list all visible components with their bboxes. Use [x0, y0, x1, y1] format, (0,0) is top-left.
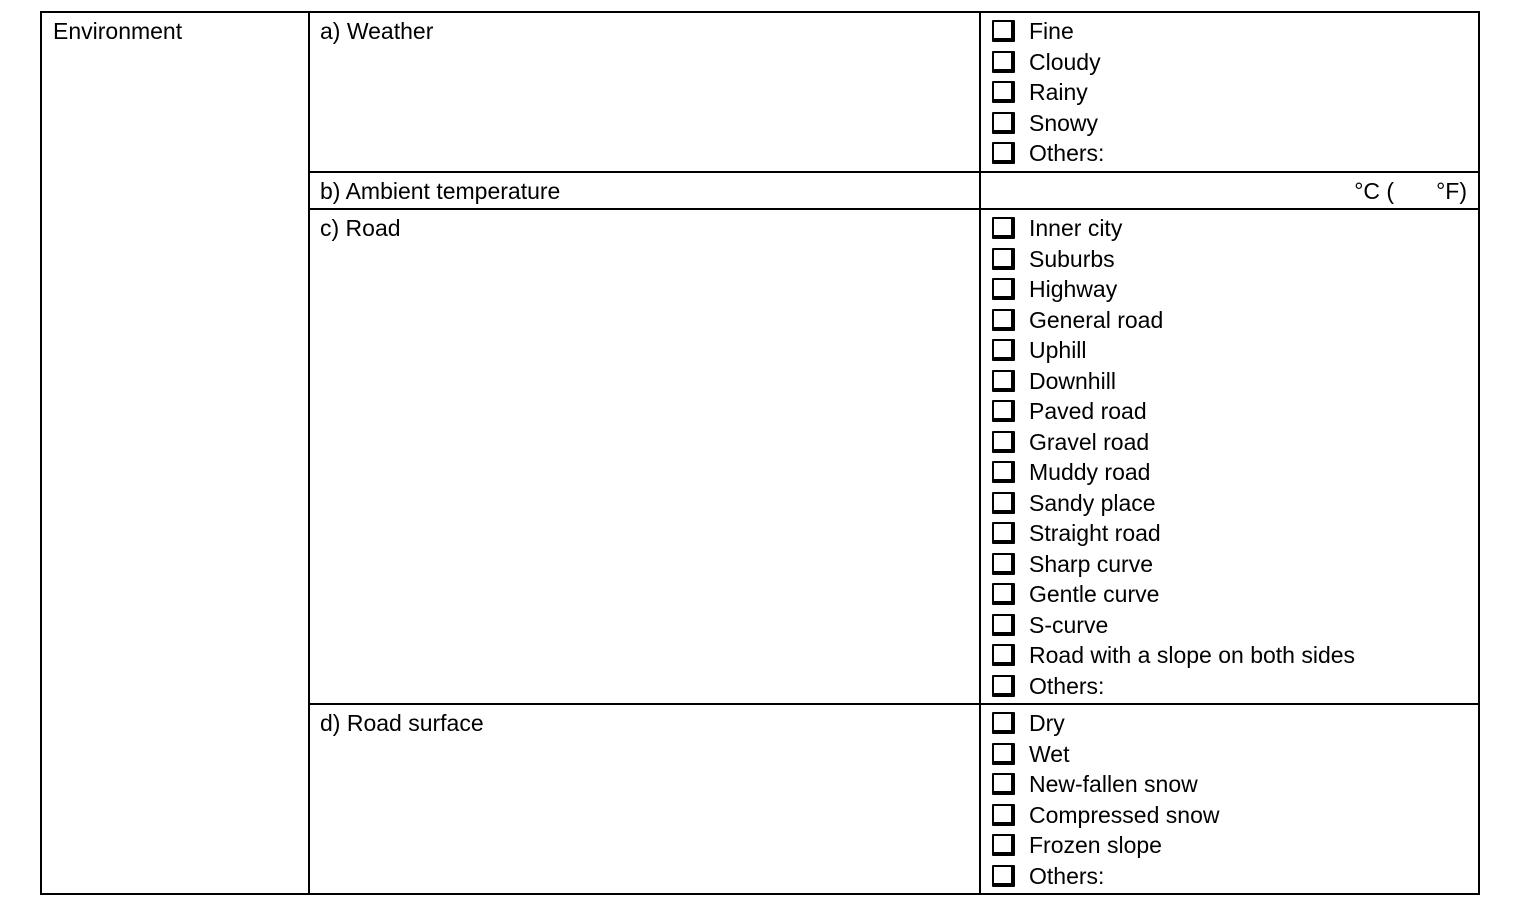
- checkbox-label: Inner city: [1029, 215, 1123, 241]
- checkbox-icon[interactable]: [992, 675, 1015, 697]
- checkbox-label: Others:: [1029, 672, 1105, 699]
- checkbox-label: Uphill: [1029, 337, 1087, 363]
- checkbox-option[interactable]: [992, 335, 1478, 366]
- checkbox-option[interactable]: [992, 488, 1478, 519]
- section-label: Environment: [53, 18, 183, 44]
- checkbox-label: Rainy: [1029, 79, 1088, 105]
- checkbox-label: Fine: [1029, 18, 1074, 44]
- checkbox-label: Suburbs: [1029, 245, 1115, 272]
- weather-label-cell: [309, 12, 980, 172]
- temperature-label-cell: [309, 172, 980, 210]
- checkbox-icon[interactable]: [992, 400, 1015, 422]
- checkbox-icon[interactable]: [992, 431, 1015, 453]
- celsius-unit: °C (: [1354, 177, 1395, 204]
- checkbox-option[interactable]: [992, 244, 1478, 275]
- checkbox-icon[interactable]: [992, 553, 1015, 575]
- checkbox-label: Downhill: [1029, 367, 1116, 394]
- checkbox-option[interactable]: [992, 213, 1478, 244]
- checkbox-icon[interactable]: [992, 461, 1015, 483]
- checkbox-option[interactable]: [992, 138, 1478, 169]
- checkbox-icon[interactable]: [992, 20, 1015, 42]
- checkbox-label: Sandy place: [1029, 489, 1156, 516]
- checkbox-label: Muddy road: [1029, 459, 1151, 485]
- checkbox-label: Others:: [1029, 140, 1105, 166]
- checkbox-label: Road with a slope on both sides: [1029, 642, 1356, 668]
- checkbox-label: Snowy: [1029, 109, 1099, 136]
- checkbox-option[interactable]: [992, 549, 1478, 580]
- checkbox-icon[interactable]: [992, 51, 1015, 73]
- road-surface-label: d) Road surface: [320, 710, 484, 736]
- checkbox-label: Straight road: [1029, 520, 1161, 546]
- checkbox-icon[interactable]: [992, 112, 1015, 134]
- checkbox-icon[interactable]: [992, 339, 1015, 361]
- checkbox-option[interactable]: [992, 800, 1478, 831]
- checkbox-icon[interactable]: [992, 81, 1015, 103]
- checkbox-icon[interactable]: [992, 248, 1015, 270]
- road-label: c) Road: [320, 215, 401, 241]
- checkbox-label: Dry: [1029, 710, 1065, 736]
- checkbox-icon[interactable]: [992, 278, 1015, 300]
- checkbox-icon[interactable]: [992, 370, 1015, 392]
- checkbox-label: Highway: [1029, 276, 1118, 302]
- road-surface-label-cell: [309, 704, 980, 894]
- checkbox-label: General road: [1029, 306, 1164, 333]
- checkbox-option[interactable]: [992, 579, 1478, 610]
- checkbox-label: Others:: [1029, 862, 1105, 889]
- checkbox-icon[interactable]: [992, 583, 1015, 605]
- temperature-value-cell[interactable]: [980, 172, 1479, 210]
- checkbox-option[interactable]: [992, 610, 1478, 641]
- checkbox-option[interactable]: [992, 457, 1478, 488]
- checkbox-option[interactable]: [992, 16, 1478, 47]
- checkbox-label: Wet: [1029, 740, 1070, 767]
- checkbox-label: Gravel road: [1029, 428, 1150, 455]
- temperature-label: b) Ambient temperature: [320, 177, 561, 204]
- checkbox-option[interactable]: [992, 830, 1478, 861]
- checkbox-icon[interactable]: [992, 217, 1015, 239]
- checkbox-option[interactable]: [992, 366, 1478, 397]
- checkbox-option[interactable]: [992, 274, 1478, 305]
- checkbox-label: New-fallen snow: [1029, 771, 1198, 797]
- road-surface-options-cell: [980, 704, 1479, 894]
- checkbox-icon[interactable]: [992, 644, 1015, 666]
- checkbox-label: Cloudy: [1029, 48, 1101, 75]
- road-options-cell: [980, 209, 1479, 704]
- checkbox-option[interactable]: [992, 305, 1478, 336]
- checkbox-icon[interactable]: [992, 492, 1015, 514]
- checkbox-label: Gentle curve: [1029, 581, 1160, 607]
- checkbox-option[interactable]: [992, 739, 1478, 770]
- checkbox-option[interactable]: [992, 671, 1478, 702]
- checkbox-icon[interactable]: [992, 142, 1015, 164]
- checkbox-option[interactable]: [992, 47, 1478, 78]
- fahrenheit-unit: °F): [1436, 177, 1467, 204]
- checkbox-option[interactable]: [992, 769, 1478, 800]
- checkbox-option[interactable]: [992, 108, 1478, 139]
- environment-form-table: [40, 11, 1480, 895]
- checkbox-label: Paved road: [1029, 398, 1147, 424]
- checkbox-option[interactable]: [992, 861, 1478, 892]
- checkbox-icon[interactable]: [992, 743, 1015, 765]
- road-label-cell: [309, 209, 980, 704]
- checkbox-icon[interactable]: [992, 522, 1015, 544]
- checkbox-icon[interactable]: [992, 309, 1015, 331]
- checkbox-icon[interactable]: [992, 834, 1015, 856]
- checkbox-option[interactable]: [992, 427, 1478, 458]
- checkbox-icon[interactable]: [992, 773, 1015, 795]
- checkbox-icon[interactable]: [992, 712, 1015, 734]
- checkbox-option[interactable]: [992, 396, 1478, 427]
- checkbox-label: S-curve: [1029, 611, 1109, 638]
- section-cell: [41, 12, 309, 894]
- weather-row: [41, 12, 1479, 172]
- weather-options-cell: [980, 12, 1479, 172]
- checkbox-label: Sharp curve: [1029, 550, 1154, 577]
- checkbox-option[interactable]: [992, 708, 1478, 739]
- checkbox-icon[interactable]: [992, 865, 1015, 887]
- checkbox-option[interactable]: [992, 77, 1478, 108]
- road-surface-options: [992, 708, 1478, 891]
- checkbox-icon[interactable]: [992, 804, 1015, 826]
- checkbox-option[interactable]: [992, 518, 1478, 549]
- checkbox-label: Frozen slope: [1029, 832, 1162, 858]
- checkbox-option[interactable]: [992, 640, 1478, 671]
- weather-options: [992, 16, 1478, 169]
- checkbox-icon[interactable]: [992, 614, 1015, 636]
- weather-label: a) Weather: [320, 18, 434, 44]
- road-options: [992, 213, 1478, 701]
- checkbox-label: Compressed snow: [1029, 801, 1220, 828]
